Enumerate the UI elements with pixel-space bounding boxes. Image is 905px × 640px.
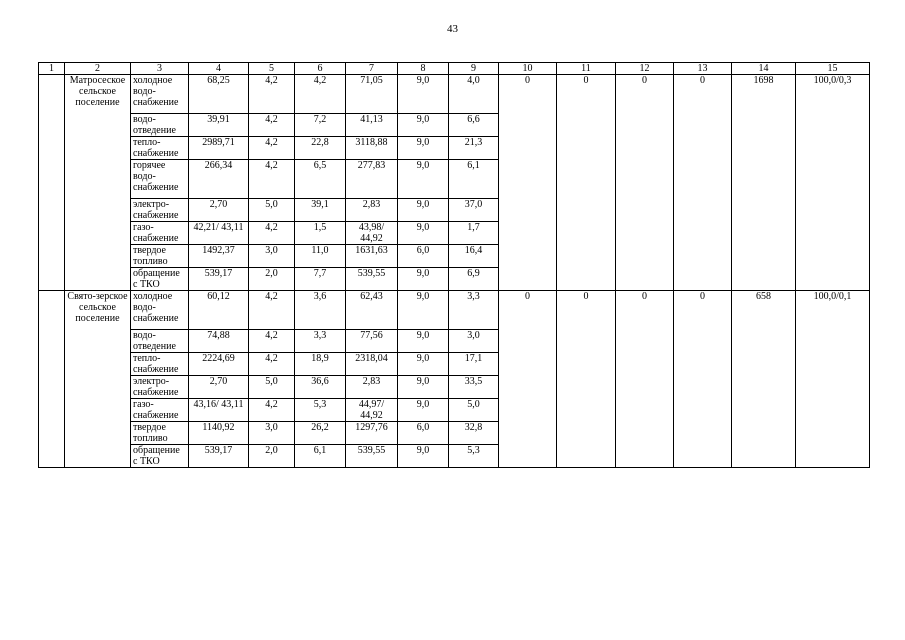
- column-header: 2: [65, 63, 131, 75]
- column-header: 11: [557, 63, 616, 75]
- value-cell: 3,3: [295, 330, 346, 353]
- table-row: [39, 75, 870, 114]
- column-number-row: [39, 63, 870, 75]
- value-cell: 2,83: [346, 199, 398, 222]
- value-cell: 100,0/0,1: [796, 291, 870, 468]
- value-cell: 0: [674, 75, 732, 291]
- value-cell: 9,0: [398, 114, 449, 137]
- value-cell: 44,97/ 44,92: [346, 399, 398, 422]
- value-cell: 68,25: [189, 75, 249, 114]
- value-cell: 539,55: [346, 445, 398, 468]
- value-cell: 6,9: [449, 268, 499, 291]
- value-cell: 39,1: [295, 199, 346, 222]
- value-cell: 0: [616, 291, 674, 468]
- value-cell: 9,0: [398, 330, 449, 353]
- value-cell: 9,0: [398, 399, 449, 422]
- value-cell: 2,83: [346, 376, 398, 399]
- value-cell: 18,9: [295, 353, 346, 376]
- value-cell: 1698: [732, 75, 796, 291]
- value-cell: 277,83: [346, 160, 398, 199]
- service-name: твердое топливо: [131, 422, 189, 445]
- service-name: водо-отведение: [131, 330, 189, 353]
- value-cell: 100,0/0,3: [796, 75, 870, 291]
- value-cell: 60,12: [189, 291, 249, 330]
- value-cell: 62,43: [346, 291, 398, 330]
- value-cell: 6,1: [449, 160, 499, 199]
- value-cell: 11,0: [295, 245, 346, 268]
- value-cell: 42,21/ 43,11: [189, 222, 249, 245]
- value-cell: 6,5: [295, 160, 346, 199]
- value-cell: 9,0: [398, 291, 449, 330]
- value-cell: 9,0: [398, 160, 449, 199]
- service-name: водо-отведение: [131, 114, 189, 137]
- value-cell: 7,7: [295, 268, 346, 291]
- value-cell: 39,91: [189, 114, 249, 137]
- service-name: твердое топливо: [131, 245, 189, 268]
- value-cell: 5,3: [295, 399, 346, 422]
- value-cell: 3,3: [449, 291, 499, 330]
- value-cell: 6,0: [398, 245, 449, 268]
- value-cell: 2224,69: [189, 353, 249, 376]
- value-cell: 5,0: [249, 199, 295, 222]
- value-cell: 9,0: [398, 222, 449, 245]
- column-header: 14: [732, 63, 796, 75]
- value-cell: 658: [732, 291, 796, 468]
- column-header: 5: [249, 63, 295, 75]
- value-cell: 9,0: [398, 376, 449, 399]
- column-header: 10: [499, 63, 557, 75]
- column-header: 3: [131, 63, 189, 75]
- settlement-name: Свято-зерское сельское поселение: [65, 291, 131, 468]
- value-cell: 77,56: [346, 330, 398, 353]
- value-cell: 1140,92: [189, 422, 249, 445]
- value-cell: 2,70: [189, 199, 249, 222]
- value-cell: 539,55: [346, 268, 398, 291]
- value-cell: 4,0: [449, 75, 499, 114]
- settlement-name: Матросеское сельское поселение: [65, 75, 131, 291]
- service-name: газо-снабжение: [131, 399, 189, 422]
- column-header: 15: [796, 63, 870, 75]
- value-cell: 4,2: [249, 399, 295, 422]
- service-name: обращение с ТКО: [131, 268, 189, 291]
- value-cell: 0: [557, 291, 616, 468]
- value-cell: 9,0: [398, 199, 449, 222]
- value-cell: 43,16/ 43,11: [189, 399, 249, 422]
- value-cell: 266,34: [189, 160, 249, 199]
- value-cell: 4,2: [249, 114, 295, 137]
- service-name: горячее водо-снабжение: [131, 160, 189, 199]
- column-header: 7: [346, 63, 398, 75]
- service-name: тепло-снабжение: [131, 137, 189, 160]
- value-cell: 0: [557, 75, 616, 291]
- service-name: тепло-снабжение: [131, 353, 189, 376]
- value-cell: 1492,37: [189, 245, 249, 268]
- value-cell: 0: [674, 291, 732, 468]
- value-cell: 3,0: [249, 422, 295, 445]
- column-header: 8: [398, 63, 449, 75]
- value-cell: 539,17: [189, 445, 249, 468]
- column-header: 6: [295, 63, 346, 75]
- value-cell: 1297,76: [346, 422, 398, 445]
- value-cell: 6,1: [295, 445, 346, 468]
- column-header: 1: [39, 63, 65, 75]
- service-name: электро-снабжение: [131, 376, 189, 399]
- column-header: 12: [616, 63, 674, 75]
- value-cell: 1,7: [449, 222, 499, 245]
- value-cell: 0: [616, 75, 674, 291]
- value-cell: 17,1: [449, 353, 499, 376]
- value-cell: 4,2: [249, 330, 295, 353]
- value-cell: 4,2: [249, 353, 295, 376]
- page-number: 43: [447, 23, 458, 35]
- value-cell: 36,6: [295, 376, 346, 399]
- value-cell: 2989,71: [189, 137, 249, 160]
- value-cell: 41,13: [346, 114, 398, 137]
- value-cell: 37,0: [449, 199, 499, 222]
- value-cell: 74,88: [189, 330, 249, 353]
- value-cell: 3,6: [295, 291, 346, 330]
- value-cell: 9,0: [398, 268, 449, 291]
- value-cell: 43,98/ 44,92: [346, 222, 398, 245]
- service-name: холодное водо-снабжение: [131, 291, 189, 330]
- value-cell: 22,8: [295, 137, 346, 160]
- value-cell: 5,0: [249, 376, 295, 399]
- value-cell: 0: [499, 75, 557, 291]
- value-cell: 3,0: [249, 245, 295, 268]
- value-cell: 4,2: [295, 75, 346, 114]
- value-cell: 9,0: [398, 137, 449, 160]
- value-cell: 26,2: [295, 422, 346, 445]
- value-cell: 5,3: [449, 445, 499, 468]
- row-number-cell: [39, 291, 65, 468]
- value-cell: 2,70: [189, 376, 249, 399]
- value-cell: 3,0: [449, 330, 499, 353]
- service-name: обращение с ТКО: [131, 445, 189, 468]
- value-cell: 2,0: [249, 268, 295, 291]
- column-header: 4: [189, 63, 249, 75]
- value-cell: 4,2: [249, 137, 295, 160]
- value-cell: 1,5: [295, 222, 346, 245]
- value-cell: 5,0: [449, 399, 499, 422]
- value-cell: 539,17: [189, 268, 249, 291]
- value-cell: 6,6: [449, 114, 499, 137]
- column-header: 9: [449, 63, 499, 75]
- value-cell: 9,0: [398, 445, 449, 468]
- value-cell: 32,8: [449, 422, 499, 445]
- value-cell: 33,5: [449, 376, 499, 399]
- value-cell: 0: [499, 291, 557, 468]
- service-name: газо-снабжение: [131, 222, 189, 245]
- value-cell: 9,0: [398, 75, 449, 114]
- value-cell: 1631,63: [346, 245, 398, 268]
- table-row: [39, 291, 870, 330]
- value-cell: 9,0: [398, 353, 449, 376]
- value-cell: 4,2: [249, 75, 295, 114]
- service-name: электро-снабжение: [131, 199, 189, 222]
- value-cell: 71,05: [346, 75, 398, 114]
- row-number-cell: [39, 75, 65, 291]
- value-cell: 7,2: [295, 114, 346, 137]
- value-cell: 6,0: [398, 422, 449, 445]
- value-cell: 3118,88: [346, 137, 398, 160]
- service-name: холодное водо-снабжение: [131, 75, 189, 114]
- value-cell: 4,2: [249, 291, 295, 330]
- value-cell: 2,0: [249, 445, 295, 468]
- value-cell: 2318,04: [346, 353, 398, 376]
- value-cell: 16,4: [449, 245, 499, 268]
- column-header: 13: [674, 63, 732, 75]
- tariff-table: [38, 62, 870, 468]
- value-cell: 4,2: [249, 160, 295, 199]
- value-cell: 21,3: [449, 137, 499, 160]
- value-cell: 4,2: [249, 222, 295, 245]
